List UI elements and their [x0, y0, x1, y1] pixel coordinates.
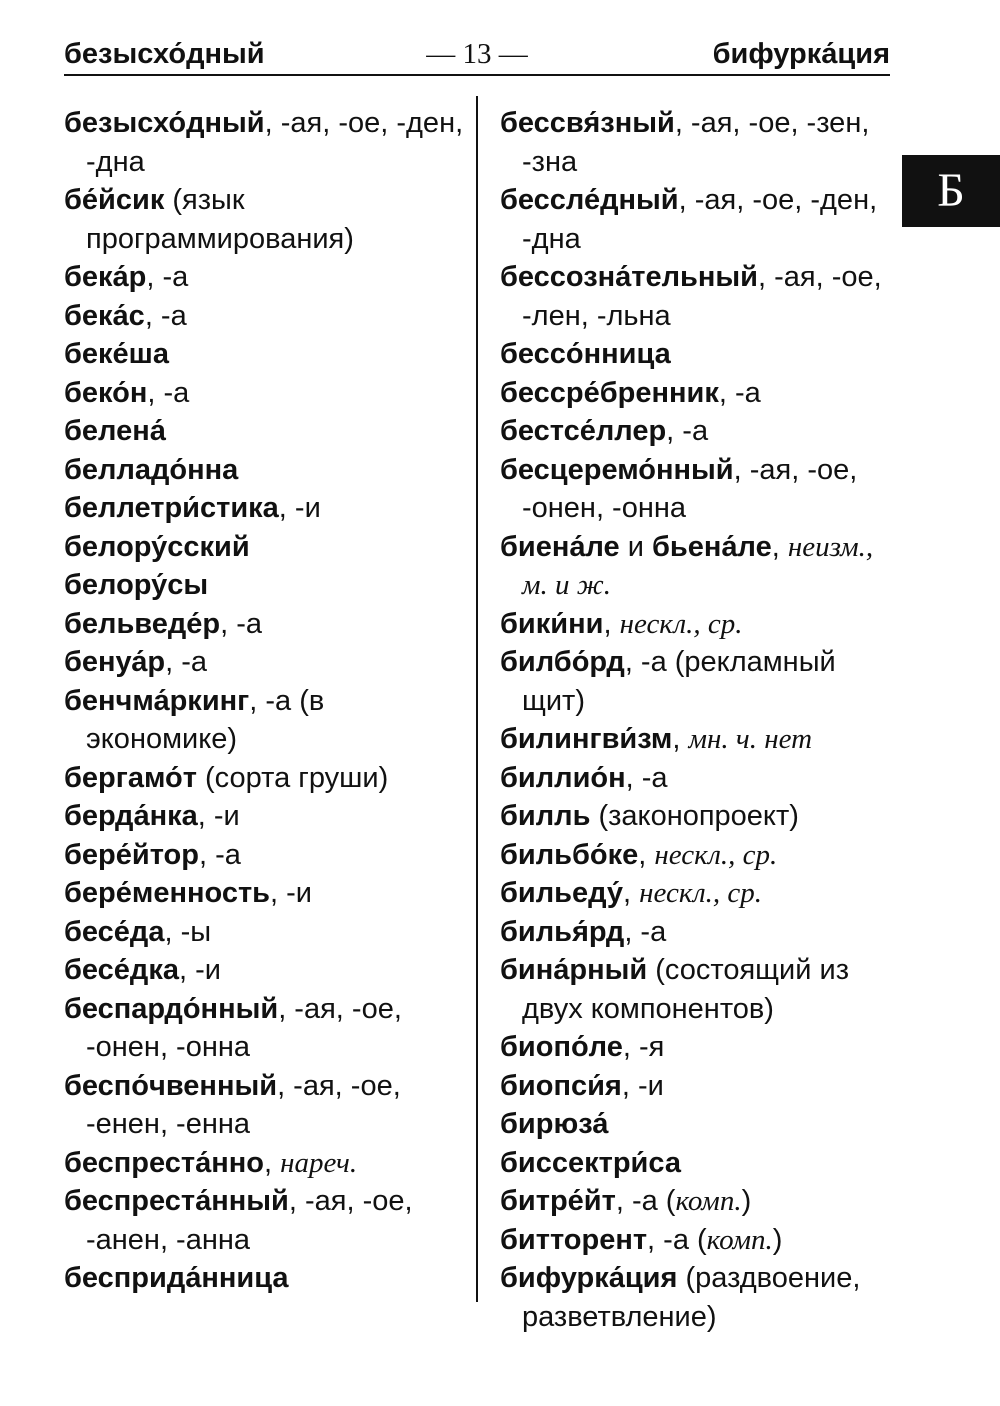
headword: беко́н — [64, 376, 148, 409]
headword: биллио́н — [500, 761, 626, 794]
entry-text: (законопроект) — [590, 800, 799, 832]
dictionary-entry — [500, 1182, 900, 1221]
headword: билбо́рд — [500, 646, 625, 678]
headword: билингви́зм — [500, 723, 673, 755]
dictionary-entry — [500, 374, 900, 413]
dictionary-entry — [64, 104, 469, 181]
left-column — [64, 104, 469, 1298]
headword: бики́ни — [500, 607, 604, 640]
dictionary-entry — [64, 797, 469, 836]
dictionary-entry — [500, 412, 900, 451]
dictionary-entry — [64, 1067, 469, 1144]
entry-text: ) — [741, 1185, 752, 1217]
entry-text: (раздвоение, разветвление) — [522, 1262, 861, 1333]
dictionary-entry — [500, 797, 900, 836]
right-column — [500, 104, 900, 1336]
headword: бессре́бренник — [500, 376, 719, 409]
dictionary-entry — [64, 451, 469, 490]
dictionary-entry — [500, 951, 900, 1028]
dictionary-entry — [64, 528, 469, 567]
dictionary-entry — [64, 335, 469, 374]
dictionary-entry — [500, 258, 900, 335]
dictionary-entry — [500, 528, 900, 605]
headword: белору́сский — [64, 530, 250, 563]
headword: биссектри́са — [500, 1146, 681, 1179]
headword: битре́йт — [500, 1185, 616, 1217]
dictionary-entry — [500, 759, 900, 798]
headword: бере́менность — [64, 877, 270, 909]
grammar-note: мн. ч. нет — [688, 723, 813, 755]
entry-text: (язык программирования) — [86, 184, 354, 255]
headword: бека́р — [64, 261, 147, 293]
headword: бессле́дный — [500, 184, 679, 216]
entry-text: , -а — [220, 607, 263, 640]
dictionary-entry — [500, 181, 900, 258]
dictionary-entry — [64, 1144, 469, 1183]
headword: бестсе́ллер — [500, 415, 667, 447]
grammar-note: нескл., ср. — [639, 877, 763, 909]
headword: бенчма́ркинг — [64, 684, 250, 717]
dictionary-entry — [500, 1144, 900, 1183]
headword: беспо́чвенный — [64, 1069, 278, 1102]
dictionary-entry — [500, 720, 900, 759]
headword: беспреста́нный — [64, 1185, 289, 1217]
dictionary-entry — [500, 1259, 900, 1336]
grammar-note: нескл., ср. — [654, 838, 778, 871]
dictionary-entry — [64, 682, 469, 759]
headword: бельведе́р — [64, 607, 221, 640]
entry-text: , -а — [625, 761, 668, 794]
dictionary-entry — [64, 836, 469, 875]
dictionary-entry — [500, 451, 900, 528]
headword: билль — [500, 800, 591, 832]
grammar-note: нескл., ср. — [619, 607, 743, 640]
headword: бессо́нница — [500, 338, 671, 370]
entry-text: , -ы — [164, 915, 212, 948]
entry-text: , — [638, 838, 655, 871]
dictionary-entry — [64, 181, 469, 258]
entry-text: , -а — [165, 646, 208, 678]
dictionary-entry — [500, 335, 900, 374]
entry-text: ) — [772, 1223, 783, 1256]
headword: бифурка́ция — [500, 1262, 678, 1294]
entry-text: , -а ( — [647, 1223, 707, 1256]
entry-text: и — [619, 530, 653, 563]
headword: безысхо́дный — [64, 107, 265, 139]
headword: беллетри́стика — [64, 492, 279, 524]
grammar-note: комп. — [675, 1185, 742, 1217]
entry-text: , -и — [197, 800, 240, 832]
entry-text: , -я — [622, 1031, 665, 1063]
entry-text: , -ая, -ое, -енен, -енна — [86, 1069, 401, 1140]
headword: белладо́нна — [64, 453, 239, 486]
entry-text: , — [672, 723, 689, 755]
entry-text: , -ая, -ое, -онен, -онна — [86, 992, 402, 1063]
entry-text: , -и — [621, 1069, 664, 1102]
dictionary-entry — [64, 913, 469, 952]
dictionary-entry — [64, 759, 469, 798]
page-number: — 13 — — [426, 38, 528, 70]
headword: беспардо́нный — [64, 992, 279, 1025]
dictionary-entry — [64, 489, 469, 528]
headword-variant: бьена́ле — [652, 530, 772, 563]
section-letter-tab: Б — [902, 155, 1000, 227]
headword: бе́йсик — [64, 184, 165, 216]
headword: биопо́ле — [500, 1031, 623, 1063]
headword: бергамо́т — [64, 761, 197, 794]
headword: белору́сы — [64, 569, 209, 601]
headword: бенуа́р — [64, 646, 166, 678]
page-header — [64, 36, 890, 76]
headword: бесе́да — [64, 915, 165, 948]
entry-text: , -а — [198, 838, 241, 871]
dictionary-entry — [500, 874, 900, 913]
header-guide-word-right: бифурка́ция — [712, 38, 890, 70]
entry-text: , — [771, 530, 788, 563]
dictionary-entry — [500, 836, 900, 875]
dictionary-entry — [500, 1221, 900, 1260]
dictionary-entry — [64, 643, 469, 682]
dictionary-entry — [500, 104, 900, 181]
dictionary-entry — [64, 1259, 469, 1298]
headword: бина́рный — [500, 954, 648, 986]
headword: биена́ле — [500, 530, 620, 563]
dictionary-entry — [64, 1182, 469, 1259]
column-divider — [476, 96, 478, 1302]
entry-text: (состоящий из двух компонентов) — [522, 954, 849, 1025]
entry-text: , — [603, 607, 620, 640]
dictionary-entry — [500, 913, 900, 952]
entry-text: , — [623, 877, 640, 909]
headword: бере́йтор — [64, 838, 199, 871]
headword: бильбо́ке — [500, 838, 639, 871]
headword: бильеду́ — [500, 877, 624, 909]
entry-text: , -ая, -ое, -ден, -дна — [522, 184, 878, 255]
entry-text: , -ая, -ое, -ден, -дна — [86, 107, 464, 178]
entry-text: , -а — [718, 376, 761, 409]
headword: берда́нка — [64, 800, 198, 832]
headword: бесцеремо́нный — [500, 453, 734, 486]
dictionary-entry — [64, 258, 469, 297]
entry-text: , -ая, -ое, -онен, -онна — [522, 453, 858, 524]
headword: белена́ — [64, 415, 166, 447]
dictionary-entry — [64, 374, 469, 413]
entry-text: , -а ( — [615, 1185, 676, 1217]
dictionary-entry — [64, 951, 469, 990]
dictionary-entry — [64, 297, 469, 336]
dictionary-entry — [500, 1067, 900, 1106]
headword: бессозна́тельный — [500, 261, 758, 293]
entry-text: , -и — [178, 954, 221, 986]
headword: беспреста́нно — [64, 1146, 264, 1179]
headword: биопси́я — [500, 1069, 622, 1102]
headword: бека́с — [64, 299, 145, 332]
dictionary-entry — [500, 1028, 900, 1067]
entry-text: , -а (в экономике) — [86, 684, 325, 755]
dictionary-entry — [64, 605, 469, 644]
entry-text: , -а — [146, 261, 189, 293]
entry-text: , -а — [666, 415, 709, 447]
headword: беке́ша — [64, 338, 169, 370]
headword: бесе́дка — [64, 954, 179, 986]
dictionary-entry — [64, 874, 469, 913]
dictionary-entry — [64, 990, 469, 1067]
entry-text: , -а (рекламный щит) — [522, 646, 836, 717]
entry-text: , -и — [270, 877, 312, 909]
dictionary-entry — [500, 605, 900, 644]
entry-text: , -ая, -ое, -анен, -анна — [86, 1185, 413, 1256]
dictionary-entry — [500, 1105, 900, 1144]
dictionary-entry — [500, 643, 900, 720]
grammar-note: неизм., м. и ж. — [522, 530, 874, 601]
entry-text: , -а — [147, 376, 190, 409]
headword: бирюза́ — [500, 1108, 609, 1140]
entry-text: , — [263, 1146, 281, 1179]
headword: бесприда́нница — [64, 1262, 289, 1294]
header-guide-word-left: безысхо́дный — [64, 38, 265, 70]
dictionary-entry — [64, 412, 469, 451]
headword: битторент — [500, 1223, 648, 1256]
headword: билья́рд — [500, 915, 625, 948]
entry-text: , -и — [278, 492, 321, 524]
entry-text: (сорта груши) — [196, 761, 389, 794]
entry-text: , -а — [144, 299, 187, 332]
headword: бессвя́зный — [500, 107, 675, 139]
dictionary-entry — [64, 566, 469, 605]
entry-text: , -ая, -ое, -зен, -зна — [522, 107, 870, 178]
grammar-note: комп. — [706, 1223, 773, 1256]
entry-text: , -ая, -ое, -лен, -льна — [522, 261, 882, 332]
grammar-note: нареч. — [280, 1146, 358, 1179]
entry-text: , -а — [624, 915, 667, 948]
